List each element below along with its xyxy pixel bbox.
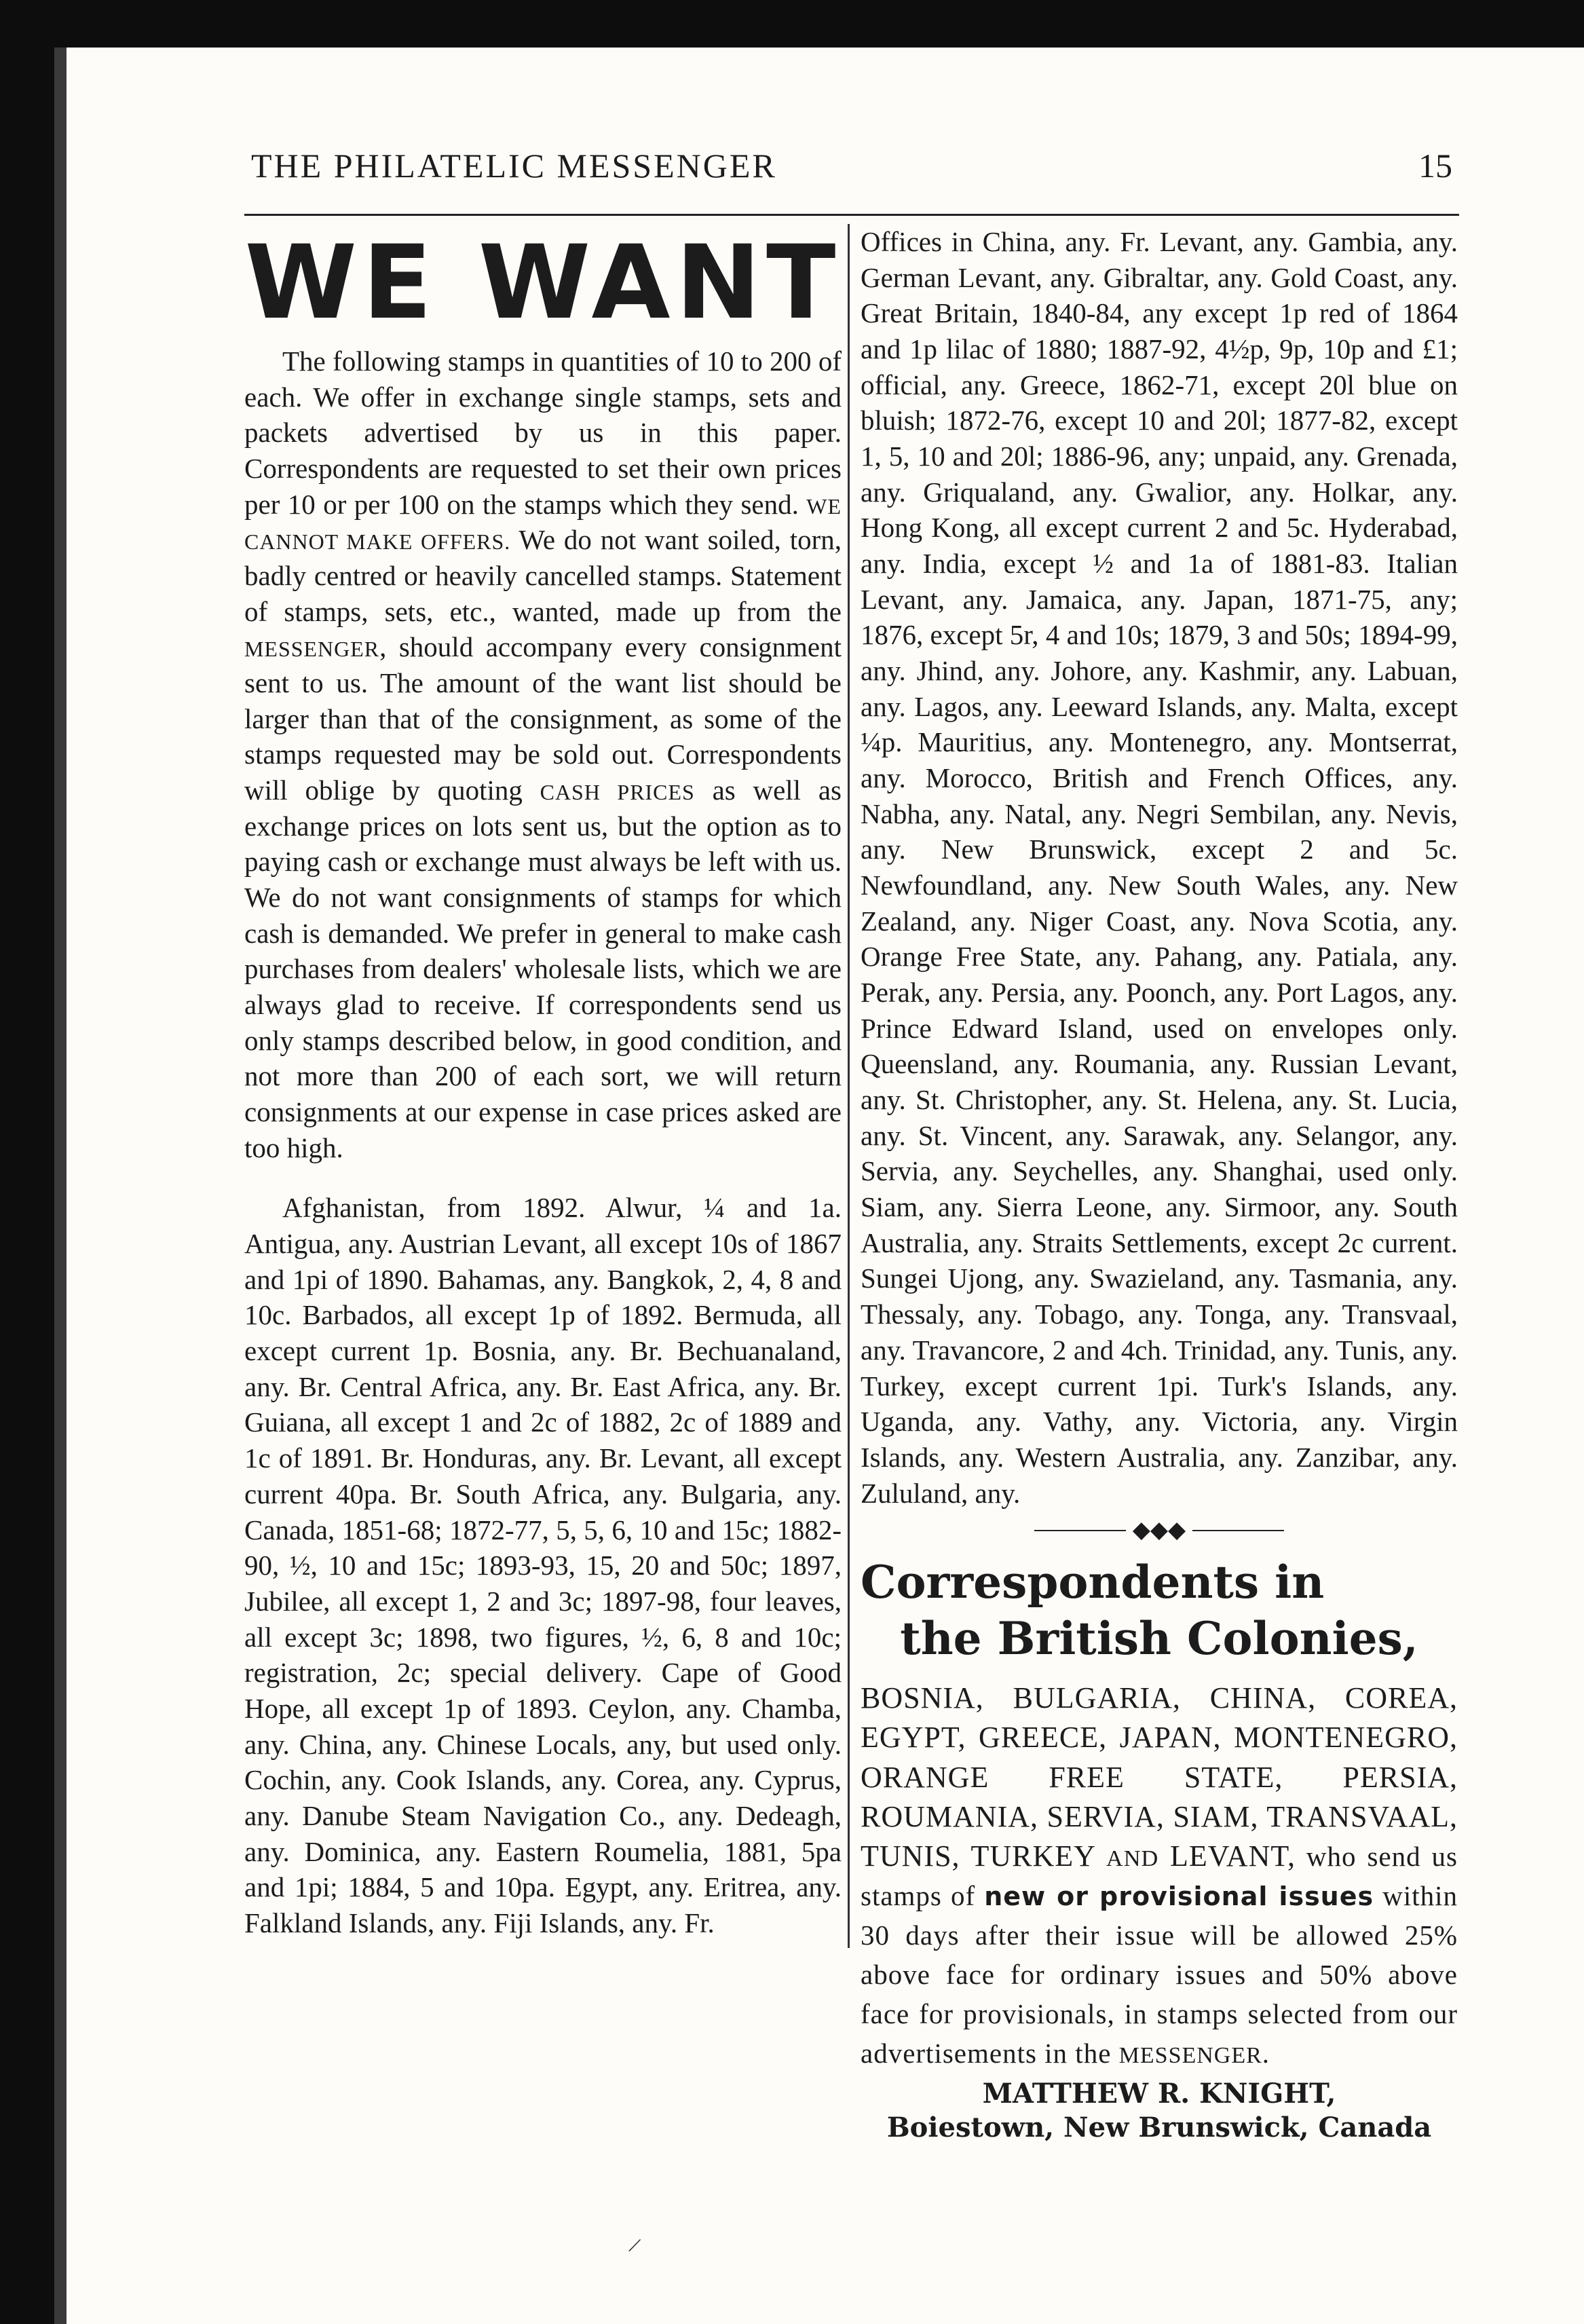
running-title: THE PHILATELIC MESSENGER [251, 147, 777, 185]
signature [861, 2077, 1458, 2145]
signature-name: MATTHEW R. KNIGHT, [982, 2078, 1336, 2110]
want-list-right: Offices in China, any. Fr. Levant, any. Gambia, any. German Levant, any. Gibraltar, any. Gold Coast, any. Great Britain, 1840-84, any except 1p red of 1864 and 1p lilac of 1880; 1887-92, 4½p, 9p, 10p and £1; official, any. Greece, 1862-71, except 20l blue on bluish; 1872-76, except 10 and 20l; 1877-82, except 1, 5, 10 and 20l; 1886-96, any; unpaid, any. Grenada, any. Griqualand, any. Gwalior, any. Holkar, any. Hong Kong, all except current 2 and 5c. Hyderabad, any. India, except ½ and 1a of 1881-83. Italian Levant, any. Jamaica, any. Japan, 1871-75, any; 1876, except 5r, 4 and 10s; 1879, 3 and 50s; 1894-99, any. Jhind, any. Johore, any. Kashmir, any. Labuan, any. Lagos, any. Leeward Islands, any. Malta, except ¼p. Mauritius, any. Montenegro, any. Montserrat, any. Morocco, British and French Offices, any. Nabha, any. Natal, any. Negri Sembilan, any. Nevis, any. New Brunswick, except 2 and 5c. Newfoundland, any. New South Wales, any. New Zealand, any. Niger Coast, any. Nova Scotia, any. Orange Free State, any. Pahang, any. Patiala, any. Perak, any. Persia, any. Poonch, any. Port Lagos, any. Prince Edward Island, used on envelopes only. Queensland, any. Roumania, any. Russian Levant, any. St. Christopher, any. St. Helena, any. St. Lucia, any. St. Vincent, any. Sarawak, any. Selangor, any. Servia, any. Seychelles, any. Shanghai, used only. Siam, any. Sierra Leone, any. Sirmoor, any. South Australia, any. Straits Settlements, except 2c current. Sungei Ujong, any. Swazieland, any. Tasmania, any. Thessaly, any. Tobago, any. Tonga, any. Transvaal, any. Travancore, 2 and 4ch. Trinidad, any. Tunis, any. Turkey, except current 1pi. Turk's Islands, any. Uganda, any. Vathy, any. Victoria, any. Virgin Islands, any. Western Australia, any. Zanzibar, any. Zululand, any. [861, 226, 1458, 1509]
scan-edge-top [0, 0, 1584, 48]
messenger-name-2: MESSENGER [1118, 2043, 1262, 2069]
new-or-provisional: new or provisional issues [984, 1881, 1374, 1911]
want-intro-paragraph: The following stamps in quantities of 10 to 200 of each. We offer in exchange single stamps, sets and packets advertised by us in this paper. Correspondents are requested to set their own prices per 10 or per 100 on the stamps which they send. WE CANNOT MAKE OFFERS. We do not want soiled, torn, badly centred or heavily cancelled stamps. Statement of stamps, sets, etc., wanted, made up from the MESSENGER, should accompany every consignment sent to us. The amount of the want list should be larger than that of the consignment, as some of the stamps requested may be sold out. Correspondents will oblige by quoting CASH PRICES as well as exchange prices on lots sent us, but the option as to paying cash or exchange must always be left with us. We do not want consignments of stamps for which cash is demanded. We prefer in general to make cash purchases from dealers' wholesale lists, which we are always glad to receive. If correspondents send us only stamps described below, in good condition, and not more than 200 of each sort, we will return consignments at our expense in case prices asked are too high. [244, 345, 842, 1163]
correspondents-heading-line2: the British Colonies, [900, 1611, 1418, 1665]
and-word: AND [1106, 1845, 1159, 1871]
country-list: BOSNIA, BULGARIA, CHINA, COREA, EGYPT, GREECE, JAPAN, MONTENEGRO, ORANGE FREE STATE, PERSIA, ROUMANIA, SERVIA, SIAM, TRANSVAAL, TUNIS, TURKEY [861, 1681, 1458, 1873]
want-list-left: Afghanistan, from 1892. Alwur, ¼ and 1a. Antigua, any. Austrian Levant, all except 10s of 1867 and 1pi of 1890. Bahamas, any. Bangkok, 2, 4, 8 and 10c. Barbados, all except 1p of 1892. Bermuda, all except current 1p. Bosnia, any. Br. Bechuanaland, any. Br. Central Africa, any. Br. East Africa, any. Br. Guiana, all except 1 and 2c of 1882, 2c of 1889 and 1c of 1891. Br. Honduras, any. Br. Levant, all except current 40pa. Br. South Africa, any. Bulgaria, any. Canada, 1851-68; 1872-77, 5, 5, 6, 10 and 15c; 1882-90, ½, 10 and 15c; 1893-93, 15, 20 and 50c; 1897, Jubilee, all except 1, 2 and 3c; 1897-98, four leaves, all except 3c; 1898, two figures, ½, 6, 8 and 10c; registration, 2c; special delivery. Cape of Good Hope, all except 1p of 1893. Ceylon, any. Chamba, any. China, any. Chinese Locals, any, but used only. Cochin, any. Cook Islands, any. Corea, any. Cyprus, any. Danube Steam Navigation Co., any. Dedeagh, any. Dominica, any. Eastern Roumelia, 1881, 5pa and 1pi; 1884, 5 and 10pa. Egypt, any. Eritrea, any. Falkland Islands, any. Fiji Islands, any. Fr. [244, 1192, 842, 1938]
running-head [251, 146, 1452, 185]
levant: LEVANT, [1169, 1839, 1296, 1873]
correspondents-heading-line1: Correspondents in [861, 1556, 1325, 1609]
countries-paragraph: BOSNIA, BULGARIA, CHINA, COREA, EGYPT, GREECE, JAPAN, MONTENEGRO, ORANGE FREE STATE, PERSIA, ROUMANIA, SERVIA, SIAM, TRANSVAAL, TUNIS, TURKEY AND LEVANT, who send us stamps of new or provisional issues within 30 days after their issue will be allowed 25% above face for ordinary issues and 50% above face for provisionals, in stamps selected from our advertisements in the MESSENGER. [861, 1681, 1458, 2069]
right-column [861, 224, 1458, 2145]
stray-mark: / [626, 2232, 643, 2259]
scan-edge-left-shadow [54, 48, 67, 2324]
scan-edge-left [0, 0, 54, 2324]
left-column [244, 224, 842, 1941]
cash-prices: CASH PRICES [540, 781, 695, 805]
cannot-make-offers: WE CANNOT MAKE OFFERS. [244, 494, 842, 555]
signature-place: Boiestown, New Brunswick, Canada [886, 2112, 1432, 2144]
we-want-heading: WE WANT [244, 224, 842, 342]
column-divider [848, 224, 850, 1948]
header-rule [244, 214, 1459, 216]
section-ornament: ◆◆◆ [861, 1518, 1458, 1542]
messenger-name: MESSENGER [244, 637, 380, 662]
page-number: 15 [1418, 147, 1452, 185]
